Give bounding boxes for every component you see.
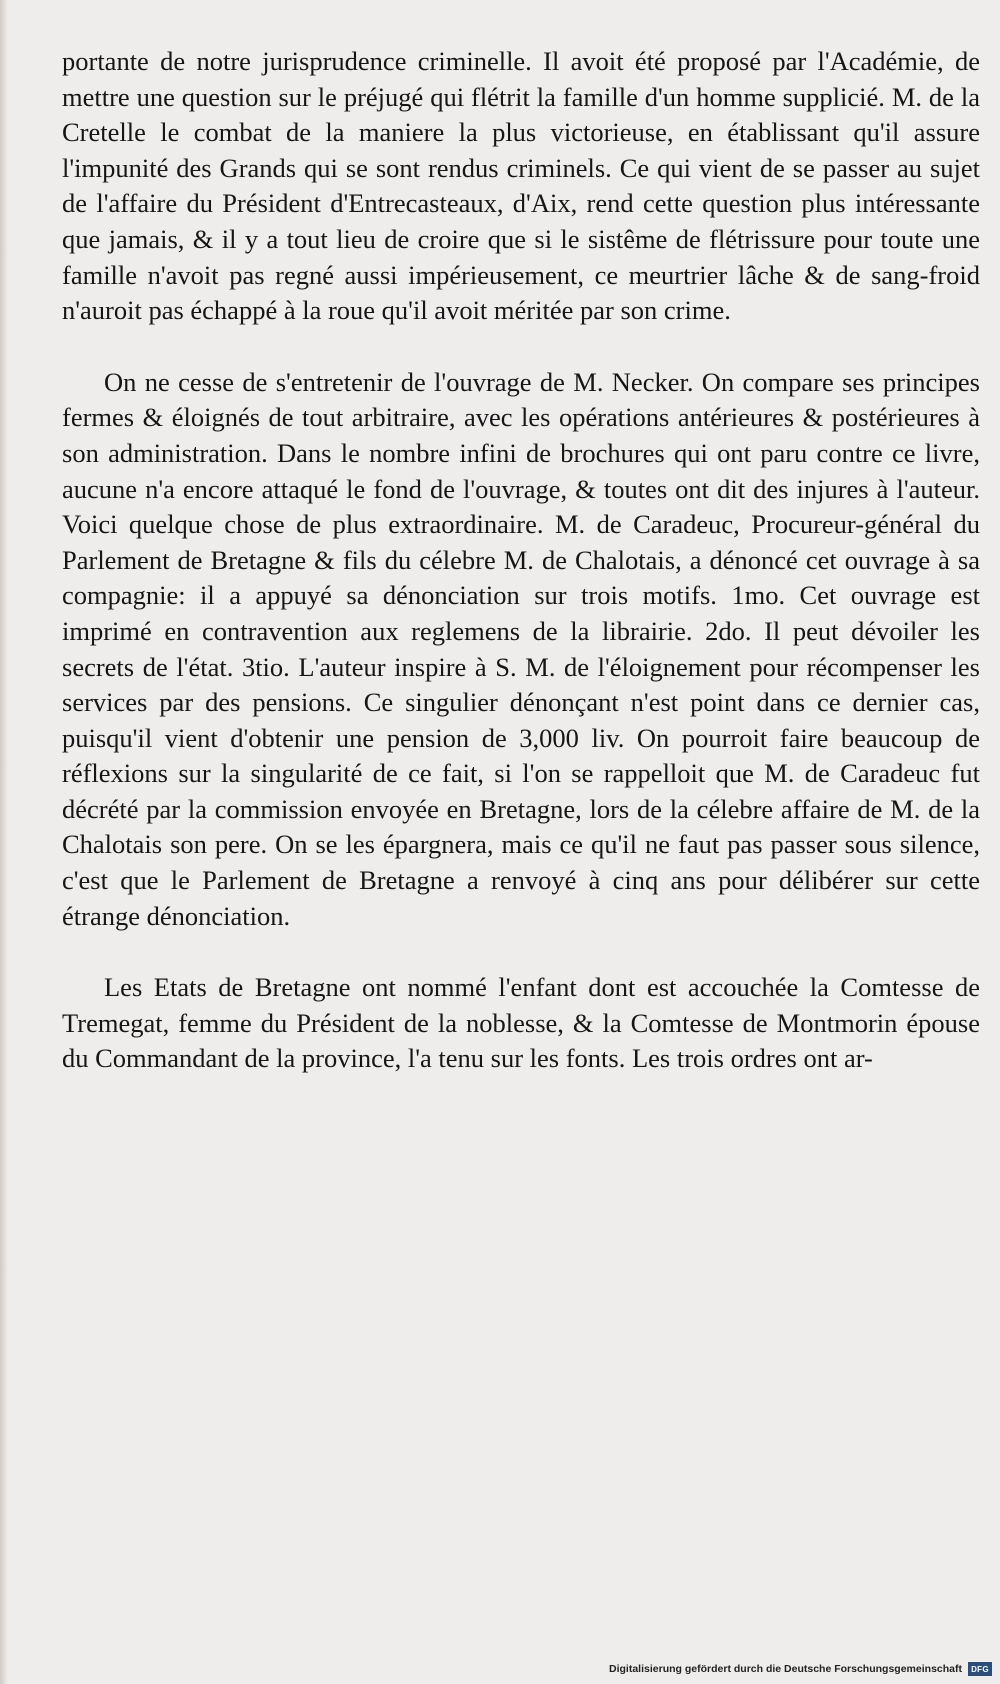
paragraph-3: Les Etats de Bretagne ont nommé l'enfant dont est accouchée la Comtesse de Tremegat, femme du Président de la noblesse, & la Comtesse de Montmorin épouse du Commandant de la province, l'a tenu sur les fonts. Les trois ordres ont ar- [62,972,980,1074]
body-text [62,44,980,1077]
digitization-footer [609,1660,992,1678]
footer-credit: Digitalisierung gefördert durch die Deutsche Forschungsgemeinschaft [609,1663,962,1675]
dfg-logo: DFG [968,1662,992,1676]
paragraph-1: portante de notre jurisprudence criminelle. Il avoit été proposé par l'Académie, de mettre une question sur le préjugé qui flétrit la famille d'un homme supplicié. M. de la Cretelle le combat de la maniere la plus victorieuse, en établissant qu'il assure l'impunité des Grands qui se sont rendus criminels. Ce qui vient de se passer au sujet de l'affaire du Président d'Entrecasteaux, d'Aix, rend cette question plus intéressante que jamais, & il y a tout lieu de croire que si le sistême de flétrissure pour toute une famille n'avoit pas regné aussi impérieusement, ce meurtrier lâche & de sang-froid n'auroit pas échappé à la roue qu'il avoit méritée par son crime. [62,46,980,326]
paragraph-2: On ne cesse de s'entretenir de l'ouvrage de M. Necker. On compare ses principes fermes & éloignés de tout arbitraire, avec les opérations antérieures & postérieures à son administration. Dans le nombre infini de brochures qui ont paru contre ce livre, aucune n'a encore attaqué le fond de l'ouvrage, & toutes ont dit des injures à l'auteur. Voici quelque chose de plus extraordinaire. M. de Caradeuc, Procureur-général du Parlement de Bretagne & fils du célebre M. de Chalotais, a dénoncé cet ouvrage à sa compagnie: il a appuyé sa dénonciation sur trois motifs. 1mo. Cet ouvrage est imprimé en contravention aux reglemens de la librairie. 2do. Il peut dévoiler les secrets de l'état. 3tio. L'auteur inspire à S. M. de l'éloignement pour récompenser les services par des pensions. Ce singulier dénonçant n'est point dans ce dernier cas, puisqu'il vient d'obtenir une pension de 3,000 liv. On pourroit faire beaucoup de réflexions sur la singularité de ce fait, si l'on se rappelloit que M. de Caradeuc fut décrété par la commission envoyée en Bretagne, lors de la célebre affaire de M. de la Chalotais son pere. On se les épargnera, mais ce qu'il ne faut pas passer sous silence, c'est que le Parlement de Bretagne a renvoyé à cinq ans pour délibérer sur cette étrange dénonciation. [62,366,980,931]
scan-edge-shadow [0,0,8,1684]
